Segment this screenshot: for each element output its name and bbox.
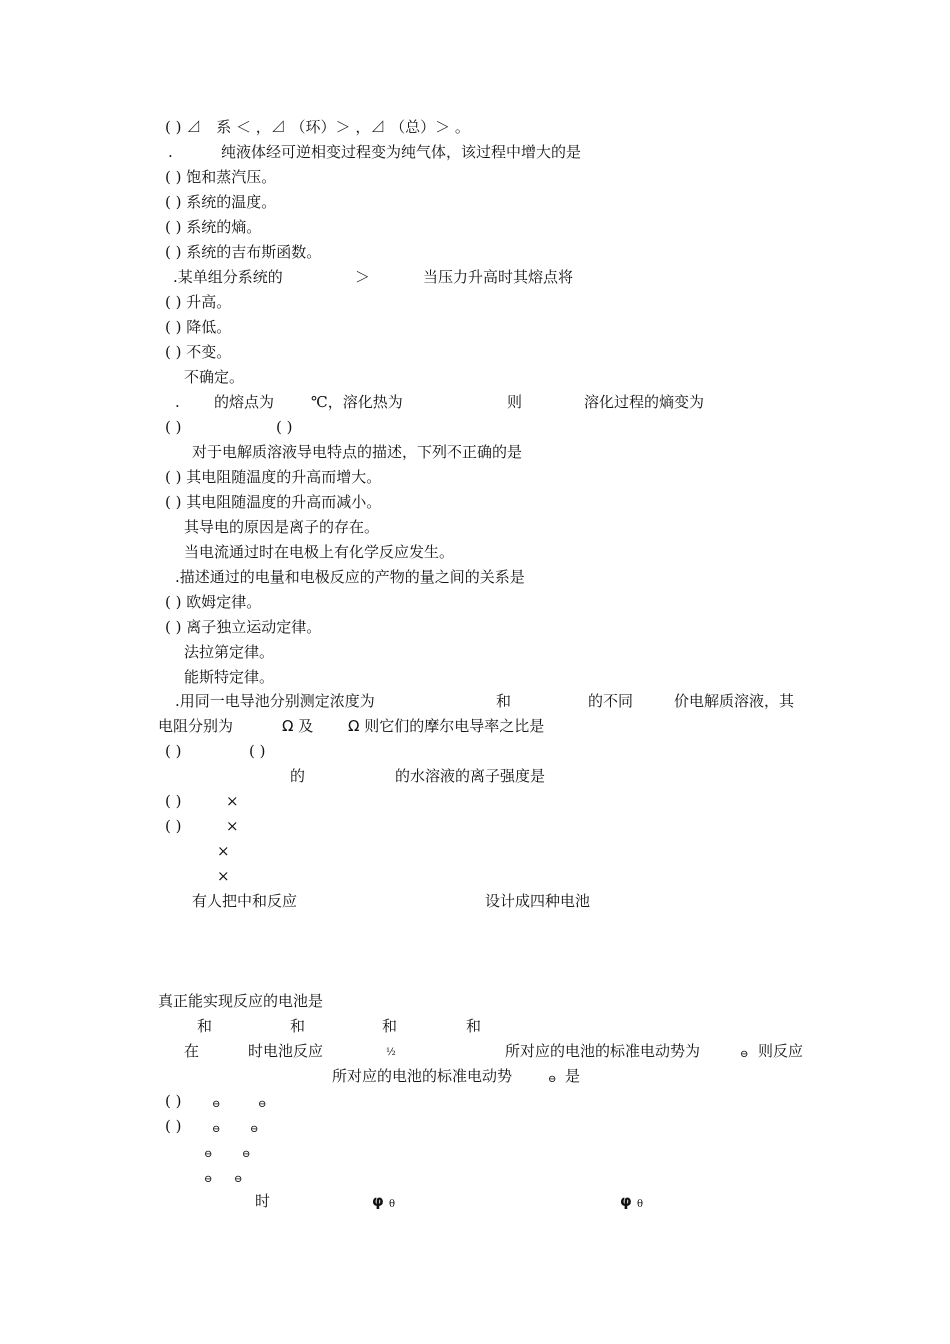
option-text: ×	[217, 867, 230, 885]
option-text: ×	[226, 792, 239, 810]
option-text: ×	[226, 817, 239, 835]
question-text: 的不同	[588, 692, 634, 710]
question-text: 有人把中和反应	[192, 892, 298, 910]
question-number: .	[175, 393, 180, 411]
option-text: 和	[466, 1017, 482, 1035]
question-text: 纯液体经可逆相变过程变为纯气体，该过程中增大的是	[221, 143, 582, 161]
question-text: ⊖	[548, 1074, 557, 1085]
option-text: ( )	[165, 742, 182, 760]
option-text: 和	[290, 1017, 306, 1035]
option-text: ⊖	[250, 1124, 259, 1135]
question-text: Ω 及	[282, 717, 314, 735]
question-text: 所对应的电池的标准电动势为	[505, 1042, 701, 1060]
option-text: ( ) 离子独立运动定律。	[165, 618, 322, 636]
question-text: 的	[290, 767, 306, 785]
question-text: 溶化过程的熵变为	[584, 393, 705, 411]
option-text: ( ) 欧姆定律。	[165, 593, 262, 611]
question-symbol: ＞	[355, 268, 371, 286]
question-text: 则反应	[758, 1042, 804, 1060]
question-text: 是	[565, 1067, 581, 1085]
question-text: 的熔点为	[214, 393, 275, 411]
option-text: ( ) 系统的吉布斯函数。	[165, 243, 322, 261]
option-text: ( )	[276, 418, 293, 436]
option-text: 当电流通过时在电极上有化学反应发生。	[184, 543, 455, 561]
option-text: ( ) 其电阻随温度的升高而增大。	[165, 468, 382, 486]
question-text: ℃，溶化热为	[311, 393, 403, 411]
option-text: ⊖	[204, 1174, 213, 1185]
option-text: ( ) 不变。	[165, 343, 232, 361]
option-text: ( )	[165, 418, 182, 436]
question-symbol: φ	[620, 1192, 632, 1210]
option-text: 不确定。	[184, 368, 245, 386]
question-symbol: θ	[637, 1199, 644, 1210]
question-text: .描述通过的电量和电极反应的产物的量之间的关系是	[175, 568, 525, 586]
question-text: 在	[184, 1042, 200, 1060]
option-text: ( )	[165, 792, 182, 810]
option-text: ( ) 其电阻随温度的升高而减小。	[165, 493, 382, 511]
option-text: ( ) 系统的熵。	[165, 218, 262, 236]
option-text: ⊖	[212, 1124, 221, 1135]
option-text: ( ) 升高。	[165, 293, 232, 311]
option-text: 其导电的原因是离子的存在。	[184, 518, 380, 536]
option-text: ( )	[165, 1117, 182, 1135]
question-text: .某单组分系统的	[173, 268, 283, 286]
question-text: 设计成四种电池	[485, 892, 591, 910]
option-text: ( )	[165, 817, 182, 835]
option-text: 法拉第定律。	[184, 643, 275, 661]
question-text: 当压力升高时其熔点将	[423, 268, 574, 286]
option-text: ⊖	[242, 1149, 251, 1160]
question-text: 真正能实现反应的电池是	[158, 992, 324, 1010]
question-text: 电阻分别为	[158, 717, 234, 735]
question-text: 所对应的电池的标准电动势	[332, 1067, 513, 1085]
text-line: ( ) ⊿ 系 ＜ ，⊿ （环）＞ ，⊿ （总）＞ 。	[165, 118, 470, 136]
question-text: 价电解质溶液，其	[674, 692, 795, 710]
option-text: ( )	[249, 742, 266, 760]
question-symbol: φ	[372, 1192, 384, 1210]
option-text: ( )	[165, 1092, 182, 1110]
option-text: ( ) 系统的温度。	[165, 193, 277, 211]
question-symbol: θ	[389, 1199, 396, 1210]
question-text: ½	[386, 1047, 396, 1058]
option-text: 和	[382, 1017, 398, 1035]
option-text: ⊖	[258, 1099, 267, 1110]
option-text: ⊖	[212, 1099, 221, 1110]
question-text: 和	[496, 692, 512, 710]
option-text: 和	[197, 1017, 213, 1035]
question-text: 对于电解质溶液导电特点的描述，下列不正确的是	[192, 443, 523, 461]
question-text: Ω 则它们的摩尔电导率之比是	[348, 717, 545, 735]
question-text: 时电池反应	[248, 1042, 324, 1060]
question-number: .	[168, 143, 173, 161]
question-text: 的水溶液的离子强度是	[395, 767, 546, 785]
option-text: ( ) 降低。	[165, 318, 232, 336]
question-text: ⊖	[740, 1049, 749, 1060]
option-text: ×	[217, 842, 230, 860]
option-text: ⊖	[204, 1149, 213, 1160]
question-text: 则	[507, 393, 523, 411]
option-text: ( ) 饱和蒸汽压。	[165, 168, 277, 186]
option-text: ⊖	[234, 1174, 243, 1185]
option-text: 能斯特定律。	[184, 668, 275, 686]
question-text: 时	[255, 1192, 271, 1210]
question-text: .用同一电导池分别测定浓度为	[175, 692, 375, 710]
